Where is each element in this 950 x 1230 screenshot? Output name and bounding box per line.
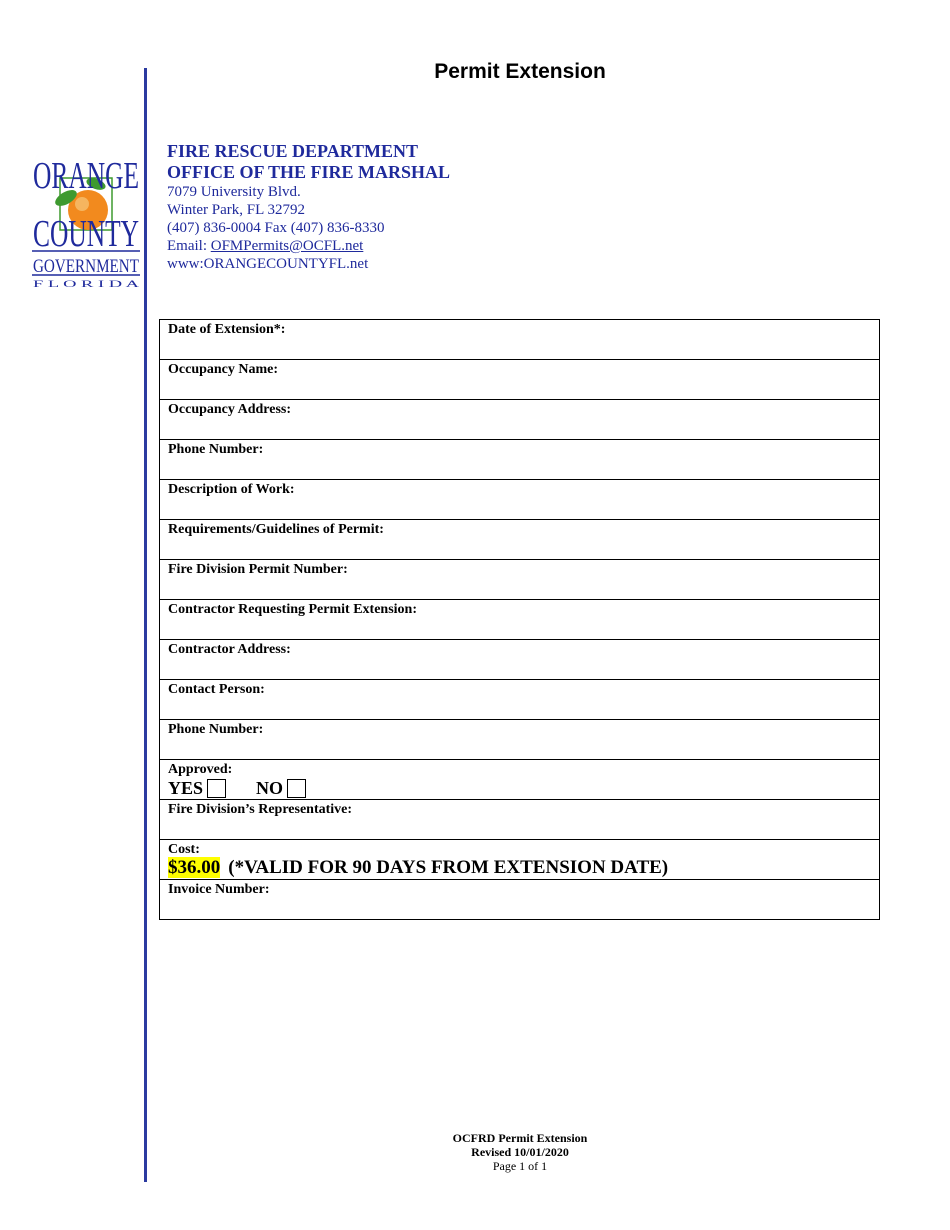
form-row[interactable] xyxy=(160,480,879,520)
cost-amount: $36.00 xyxy=(168,857,221,878)
form-row[interactable] xyxy=(160,600,879,640)
office-name: OFFICE OF THE FIRE MARSHAL xyxy=(167,162,451,182)
yes-checkbox[interactable] xyxy=(207,779,226,798)
address-line-2: Winter Park, FL 32792 xyxy=(167,202,305,218)
logo-word-florida: F L O R I D A xyxy=(33,279,141,289)
orange-county-logo xyxy=(30,148,142,290)
field-label: Contractor Requesting Permit Extension: xyxy=(168,602,417,617)
approval-options xyxy=(168,778,306,799)
field-label: Occupancy Name: xyxy=(168,362,279,377)
logo-word-county: COUNTY xyxy=(33,213,139,255)
footer-page-number: Page 1 of 1 xyxy=(492,1159,548,1173)
invoice-label: Invoice Number: xyxy=(168,882,270,897)
yes-label: YES xyxy=(168,778,204,798)
address-line-1: 7079 University Blvd. xyxy=(167,184,301,200)
form-row[interactable] xyxy=(160,720,879,760)
field-label: Date of Extension*: xyxy=(168,322,286,337)
cost-value xyxy=(168,857,668,879)
field-label: Contractor Address: xyxy=(168,642,291,657)
form-row[interactable] xyxy=(160,440,879,480)
form-row[interactable] xyxy=(160,400,879,440)
website: www:ORANGECOUNTYFL.net xyxy=(167,256,369,272)
approved-label: Approved: xyxy=(168,762,233,777)
field-label: Requirements/Guidelines of Permit: xyxy=(168,522,384,537)
footer-form-name: OCFRD Permit Extension xyxy=(452,1131,588,1145)
form-row[interactable] xyxy=(160,880,879,919)
field-label: Fire Division Permit Number: xyxy=(168,562,348,577)
email-label: Email: xyxy=(167,238,211,254)
cost-label: Cost: xyxy=(168,842,200,857)
phone-fax: (407) 836-0004 Fax (407) 836-8330 xyxy=(167,220,385,236)
footer-revised: Revised 10/01/2020 xyxy=(471,1145,569,1159)
field-label: Phone Number: xyxy=(168,442,264,457)
field-label: Description of Work: xyxy=(168,482,295,497)
form-row[interactable] xyxy=(160,680,879,720)
form-row[interactable] xyxy=(160,320,879,360)
form-row[interactable] xyxy=(160,560,879,600)
logo-word-government: GOVERNMENT xyxy=(33,256,140,277)
field-label: Phone Number: xyxy=(168,722,264,737)
cost-note: (*VALID FOR 90 DAYS FROM EXTENSION DATE) xyxy=(228,857,669,878)
form-row[interactable] xyxy=(160,800,879,840)
form-row[interactable] xyxy=(160,360,879,400)
no-checkbox[interactable] xyxy=(287,779,306,798)
orange-highlight xyxy=(75,197,89,211)
cost-row xyxy=(160,840,879,880)
email-link[interactable]: OFMPermits@OCFL.net xyxy=(210,238,364,254)
department-name: FIRE RESCUE DEPARTMENT xyxy=(167,141,419,161)
form-row[interactable] xyxy=(160,520,879,560)
department-info xyxy=(167,141,450,273)
permit-extension-form xyxy=(159,319,880,920)
form-row[interactable] xyxy=(160,640,879,680)
representative-label: Fire Division’s Representative: xyxy=(168,802,353,817)
logo-word-orange: ORANGE xyxy=(33,155,139,197)
page-title: Permit Extension xyxy=(434,60,606,83)
approved-row xyxy=(160,760,879,800)
email-line xyxy=(167,237,450,255)
no-label: NO xyxy=(256,778,284,798)
margin-rule xyxy=(144,68,147,1182)
page-footer xyxy=(400,1131,640,1173)
field-label: Contact Person: xyxy=(168,682,265,697)
field-label: Occupancy Address: xyxy=(168,402,292,417)
